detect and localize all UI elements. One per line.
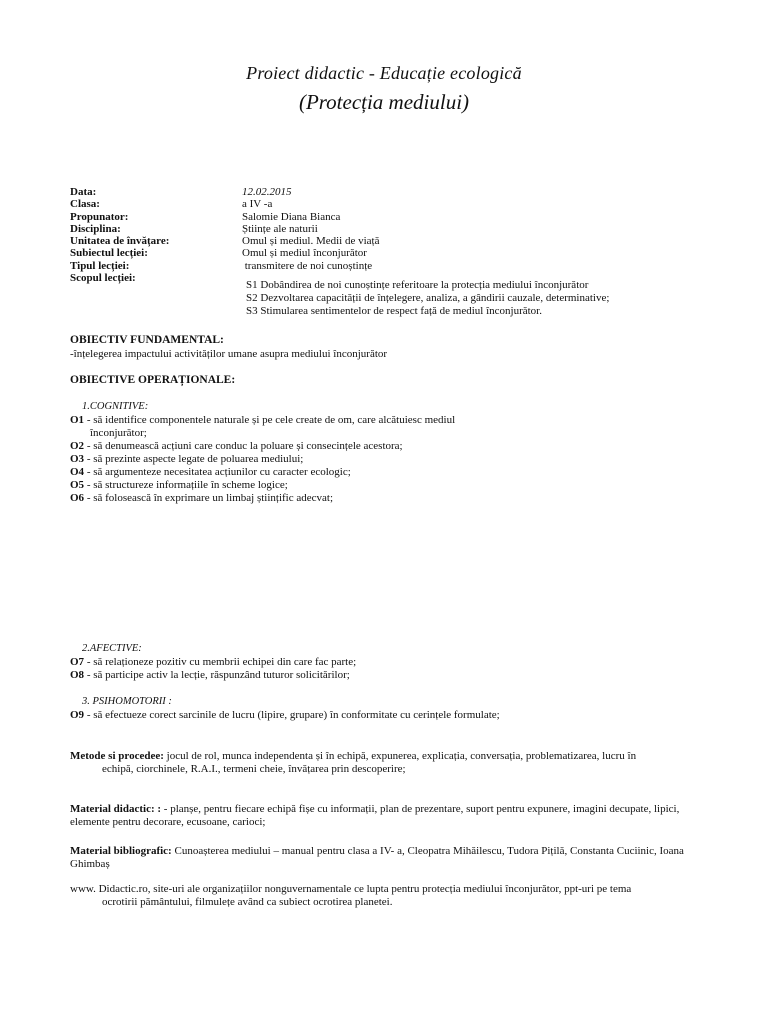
info-value: a IV -a [242, 198, 273, 211]
scop-list [242, 279, 722, 318]
objective-text: - să efectueze corect sarcinile de lucru (lipire, grupare) în conformitate cu cerințele formulate; [84, 709, 500, 721]
objective-item-continued [70, 427, 455, 440]
subsection-heading-psihomotorii: 3. PSIHOMOTORII : [82, 696, 172, 707]
objective-text: înconjurător; [90, 427, 147, 439]
metode-paragraph [70, 750, 710, 776]
info-row-clasa [70, 198, 710, 210]
info-row-tipul [70, 260, 710, 272]
material-bibliografic-text: Cunoașterea mediului – manual pentru clasa a IV- a, Cleopatra Mihăilescu, Tudora Pițilă, Constanta Cuciinic, Ioana Ghimbaș [70, 845, 684, 870]
info-value: Științe ale naturii [242, 222, 318, 235]
subsection-heading-cognitive: 1.COGNITIVE: [82, 401, 149, 412]
objective-item [70, 669, 356, 682]
info-row-unitatea [70, 235, 710, 247]
objective-code: O2 [70, 440, 85, 452]
objective-text: - să denumească acțiuni care conduc la poluare și consecințele acestora; [84, 440, 403, 452]
objective-item [70, 466, 455, 479]
section-heading-obiectiv-fundamental: OBIECTIV FUNDAMENTAL: [70, 334, 224, 346]
info-value: Omul și mediul înconjurător [242, 247, 367, 260]
info-value: Salomie Diana Bianca [242, 210, 341, 223]
objective-text: - să participe activ la lecție, răspunzând tuturor solicitărilor; [84, 669, 350, 681]
objective-text: - să prezinte aspecte legate de poluarea mediului; [84, 453, 304, 465]
www-text-continued: ocrotirii pământului, filmulețe având ca subiect ocrotirea planetei. [102, 896, 393, 908]
scop-item: S3 Stimularea sentimentelor de respect față de mediul înconjurător. [246, 305, 542, 317]
objective-text: - să folosească în exprimare un limbaj științific adecvat; [84, 492, 334, 504]
info-row-propunator [70, 211, 710, 223]
objective-item [70, 492, 455, 505]
info-label: Scopul lecției: [70, 272, 136, 285]
objective-item [70, 709, 500, 722]
cognitive-list [70, 414, 455, 505]
material-bibliografic-paragraph [70, 845, 710, 871]
material-didactic-text: - planșe, pentru fiecare echipă fișe cu informații, plan de prezentare, suport pentru expunere, imagini decupate, lipici, elemente pentru decorare, ecusoane, carioci; [70, 803, 680, 828]
objective-code: O7 [70, 656, 85, 668]
document-subtitle: (Protecția mediului) [298, 90, 470, 114]
info-label: Data: [70, 186, 97, 198]
objective-code: O8 [70, 669, 85, 681]
subsection-heading-afective: 2.AFECTIVE: [82, 643, 142, 654]
info-label: Tipul lecției: [70, 259, 130, 272]
www-text: www. Didactic.ro, site-uri ale organizațiilor nonguvernamentale ce lupta pentru protecția mediului înconjurător, ppt-uri pe tema [70, 883, 632, 895]
section-heading-obiective-operationale: OBIECTIVE OPERAȚIONALE: [70, 374, 236, 386]
metode-text-continued: echipă, ciorchinele, R.A.I., termeni cheie, învățarea prin descoperire; [102, 763, 406, 775]
info-label: Unitatea de învățare: [70, 235, 170, 248]
objective-text: - să identifice componentele naturale și pe cele create de om, care alcătuiesc mediul [84, 414, 456, 426]
objective-text: - să argumenteze necesitatea acțiunilor cu caracter ecologic; [84, 466, 351, 478]
info-label: Subiectul lecției: [70, 247, 148, 260]
info-value: 12.02.2015 [242, 186, 292, 198]
info-row-disciplina [70, 223, 710, 235]
info-label: Propunator: [70, 210, 129, 223]
metode-text: jocul de rol, munca independenta și în echipă, expunerea, explicația, conversația, problematizarea, lucru în [163, 750, 637, 762]
objective-item [70, 414, 455, 427]
objective-text: - să relaționeze pozitiv cu membrii echipei din care fac parte; [84, 656, 357, 668]
objective-code: O4 [70, 466, 85, 478]
objective-code: O1 [70, 414, 85, 426]
objective-item [70, 453, 455, 466]
obiectiv-fundamental-text: -înțelegerea impactului activităților umane asupra mediului înconjurător [70, 348, 388, 360]
metode-label: Metode si procedee: [70, 750, 164, 762]
objective-code: O6 [70, 492, 85, 504]
info-table [70, 186, 710, 284]
www-paragraph [70, 883, 710, 909]
objective-code: O5 [70, 479, 85, 491]
objective-code: O9 [70, 709, 85, 721]
info-label: Clasa: [70, 198, 100, 211]
info-value: transmitere de noi cunoștințe [242, 259, 373, 272]
psihomotorii-list [70, 709, 500, 722]
objective-text: - să structureze informațiile în scheme logice; [84, 479, 288, 491]
info-row-data [70, 186, 710, 198]
material-bibliografic-label: Material bibliografic: [70, 845, 172, 857]
document-title: Proiect didactic - Educație ecologică [246, 63, 522, 83]
material-didactic-paragraph [70, 803, 710, 829]
objective-item [70, 656, 356, 669]
info-value: Omul și mediul. Medii de viață [242, 235, 380, 248]
afective-list [70, 656, 356, 682]
scop-item: S1 Dobândirea de noi cunoștințe referitoare la protecția mediului înconjurător [246, 279, 589, 291]
objective-code: O3 [70, 453, 85, 465]
objective-item [70, 440, 455, 453]
scop-item: S2 Dezvoltarea capacității de înțelegere, analiza, a gândirii cauzale, determinative; [246, 292, 610, 304]
material-didactic-label: Material didactic: : [70, 803, 162, 815]
info-row-subiectul [70, 247, 710, 259]
objective-item [70, 479, 455, 492]
info-label: Disciplina: [70, 222, 121, 235]
